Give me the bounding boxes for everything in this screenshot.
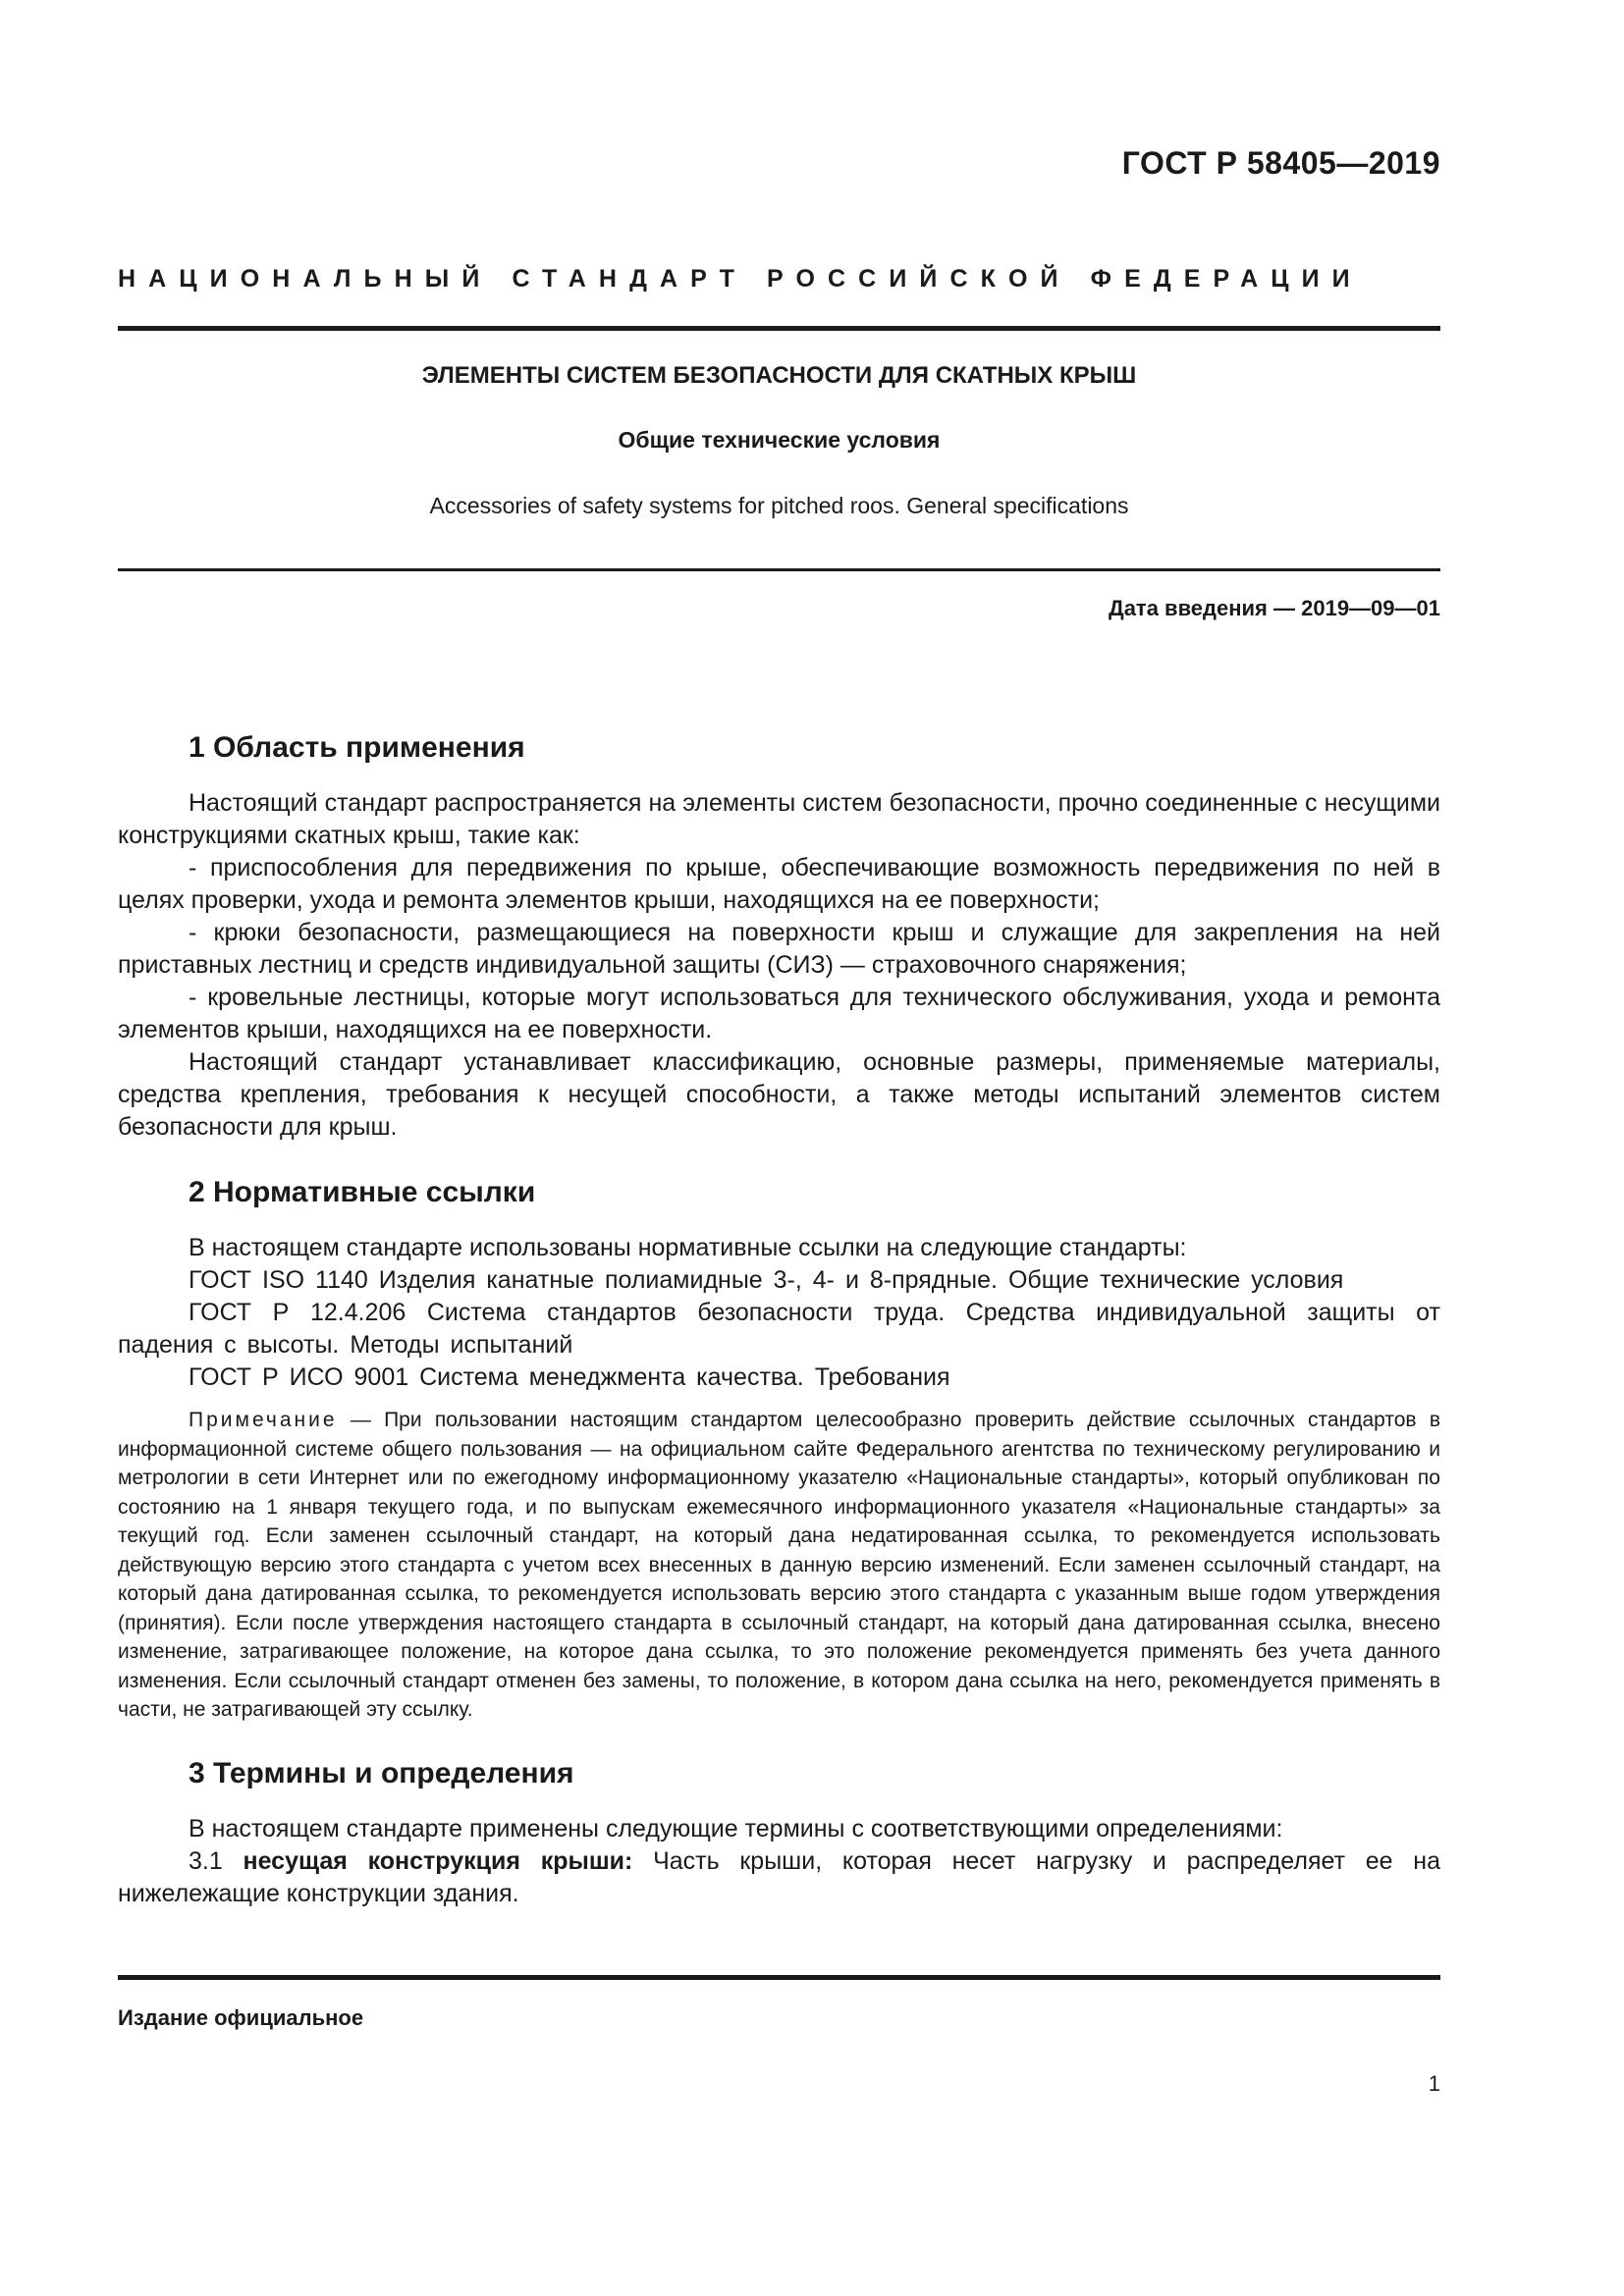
document-subtitle: Общие технические условия (618, 427, 941, 453)
list-item: - кровельные лестницы, которые могут использоваться для технического обслуживания, ухода и ремонта элементов крыши, находящихся на ее поверхности. (118, 984, 1440, 1043)
term-number: 3.1 (189, 1846, 244, 1875)
reference-item: ГОСТ Р 12.4.206 Система стандартов безопасности труда. Средства индивидуальной защиты от падения с высоты. Методы испытаний (118, 1299, 1440, 1359)
term: несущая конструкция крыши: (243, 1846, 633, 1875)
note-text: — При пользовании настоящим стандартом целесообразно проверить действие ссылочных стандартов в информационной системе общего пользования — на официальном сайте Федерального агентства по техническому регулированию и метрологии в сети Интернет или по ежегодному информационному указателю «Национальные стандарты», который опубликован по состоянию на 1 января текущего года, и по выпускам ежемесячного информационного указателя «Национальные стандарты» за текущий год. Если заменен ссылочный стандарт, на который дана недатированная ссылка, то рекомендуется использовать действующую версию этого стандарта с учетом всех внесенных в данную версию изменений. Если заменен ссылочный стандарт, на который дана датированная ссылка, то рекомендуется использовать версию этого стандарта с указанным выше годом утверждения (принятия). Если после утверждения настоящего стандарта в ссылочный стандарт, на который дана датированная ссылка, внесено изменение, затрагивающее положение, на которое дана ссылка, то это положение рекомендуется применять без учета данного изменения. Если ссылочный стандарт отменен без замены, то положение, в котором дана ссылка на него, рекомендуется применять в части, не затрагивающей эту ссылку. (118, 1409, 1440, 1721)
section-normative-references (118, 1173, 1440, 1725)
note (118, 1406, 1440, 1725)
paragraph: В настоящем стандарте использованы нормативные ссылки на следующие стандарты: (189, 1234, 1187, 1261)
national-standard-title: НАЦИОНАЛЬНЫЙ СТАНДАРТ РОССИЙСКОЙ ФЕДЕРАЦИИ (118, 265, 1363, 293)
standard-designation: ГОСТ Р 58405—2019 (1121, 145, 1440, 181)
header-rule (118, 326, 1440, 331)
list-item: - крюки безопасности, размещающиеся на поверхности крыш и служащие для закрепления на ней приставных лестниц и средств индивидуальной защиты (СИЗ) — страховочного снаряжения; (118, 919, 1440, 979)
document-title: ЭЛЕМЕНТЫ СИСТЕМ БЕЗОПАСНОСТИ ДЛЯ СКАТНЫХ КРЫШ (421, 362, 1137, 389)
list-item: - приспособления для передвижения по крыше, обеспечивающие возможность передвижения по ней в целях проверки, ухода и ремонта элементов крыши, находящихся на ее поверхности; (118, 854, 1440, 914)
definition: Часть крыши, которая несет нагрузку и распределяет ее на нижележащие конструкции здания. (118, 1846, 1441, 1907)
footer-rule (118, 1975, 1440, 1980)
note-label: Примечание (189, 1409, 338, 1431)
edition-label: Издание официальное (118, 2005, 364, 2030)
paragraph: Настоящий стандарт распространяется на элементы систем безопасности, прочно соединенные с несущими конструкциями скатных крыш, такие как: (118, 789, 1440, 849)
document-page (118, 0, 1440, 2296)
section-heading: 2 Нормативные ссылки (189, 1176, 536, 1208)
term-definition (118, 1845, 1440, 1910)
introduction-date: Дата введения — 2019—09—01 (1109, 596, 1440, 620)
document-body (118, 728, 1440, 1910)
reference-item: ГОСТ ISO 1140 Изделия канатные полиамидные 3-, 4- и 8-прядные. Общие технические условия (189, 1266, 1344, 1294)
section-heading: 1 Область применения (189, 731, 525, 764)
paragraph: В настоящем стандарте применены следующие термины с соответствующими определениями: (189, 1814, 1283, 1842)
english-title: Accessories of safety systems for pitched roos. General specifications (429, 493, 1129, 518)
reference-item: ГОСТ Р ИСО 9001 Система менеджмента качества. Требования (189, 1363, 950, 1391)
section-terms (118, 1754, 1440, 1910)
title-rule (118, 568, 1440, 571)
paragraph: Настоящий стандарт устанавливает классификацию, основные размеры, применяемые материалы, средства крепления, требования к несущей способности, а также методы испытаний элементов систем безопасности для крыш. (118, 1048, 1440, 1141)
section-scope (118, 728, 1440, 1144)
section-heading: 3 Термины и определения (189, 1756, 574, 1789)
page-number: 1 (1428, 2071, 1440, 2096)
